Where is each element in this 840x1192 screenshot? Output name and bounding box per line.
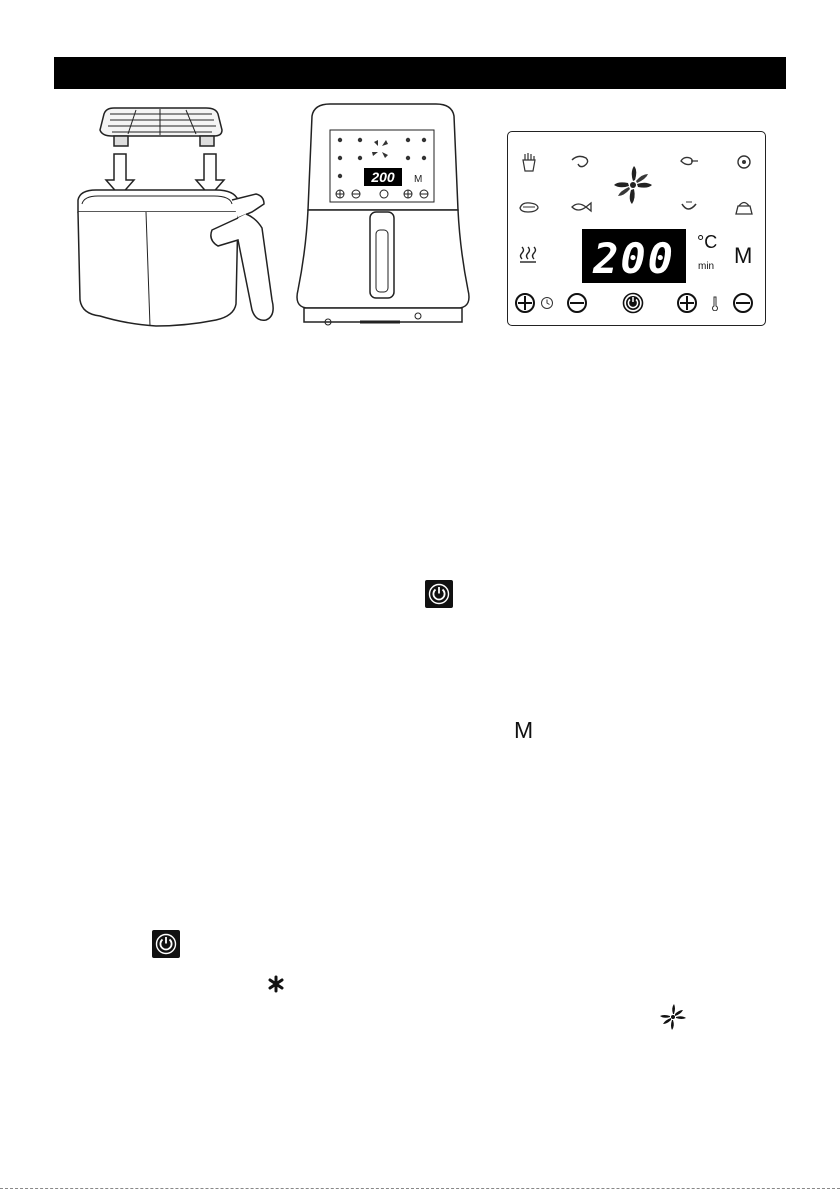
fish-preset-icon[interactable] [570,200,592,214]
timer-icon [540,296,554,310]
heating-indicator-icon [518,244,538,264]
vegetable-preset-icon[interactable] [678,198,700,216]
celsius-unit-label: °C [697,232,718,252]
svg-text:200: 200 [371,169,395,185]
time-plus-button[interactable] [514,292,536,314]
display-value: 200 [593,234,675,283]
temp-minus-button[interactable] [732,292,754,314]
page-bottom-rule [0,1188,840,1189]
temp-plus-button[interactable] [676,292,698,314]
thermometer-icon [711,295,719,311]
section-header-bar [54,57,786,89]
fries-preset-icon[interactable] [520,152,538,172]
air-fryer-front-illustration [290,100,475,336]
heating-star-icon [267,975,285,993]
pizza-preset-icon[interactable] [735,152,753,170]
power-button[interactable] [622,292,644,314]
power-icon [425,580,453,608]
power-icon-inline [152,930,180,958]
fan-icon [610,162,656,208]
temperature-display [582,229,686,283]
basket-rack-illustration [66,100,281,336]
minutes-unit-label: min [698,261,715,272]
steak-preset-icon[interactable] [518,200,540,214]
shrimp-preset-icon[interactable] [570,154,592,170]
display-digits [582,229,686,283]
drumstick-preset-icon[interactable] [678,154,700,168]
svg-text:M: M [414,174,423,185]
time-minus-button[interactable] [566,292,588,314]
fan-icon-inline [658,1002,688,1032]
mode-label-inline: M [514,717,534,743]
mode-button[interactable]: M [734,243,753,268]
cake-preset-icon[interactable] [733,198,755,216]
